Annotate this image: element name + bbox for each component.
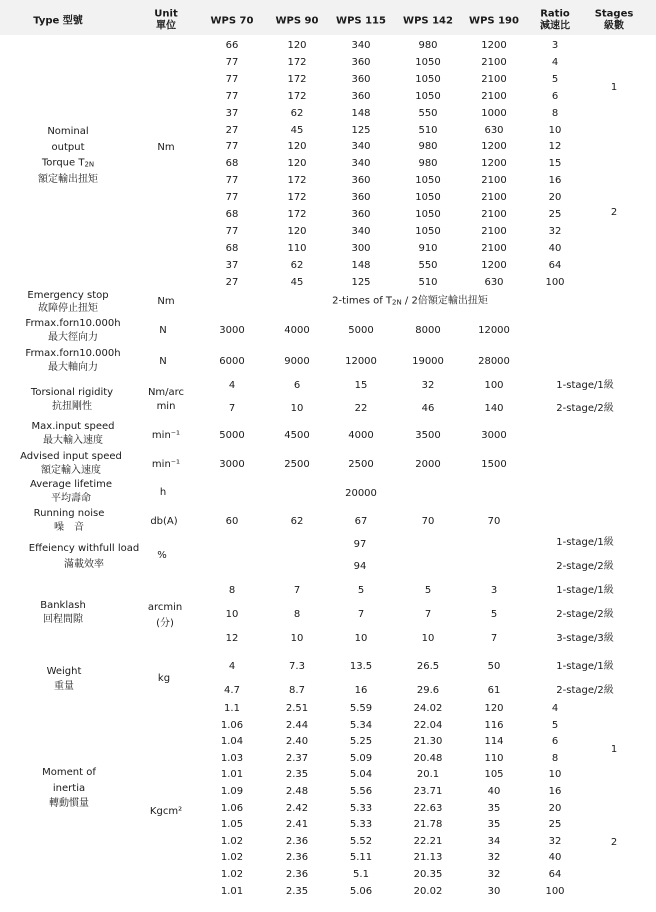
torque-cell: 27	[225, 276, 239, 288]
backlash-cell: 8	[293, 609, 301, 620]
noise-cell: 67	[354, 516, 368, 527]
header-stages-zh: 級數	[604, 20, 624, 32]
weight-label-zh: 重量	[54, 681, 74, 692]
inertia-cell: 23.71	[413, 786, 443, 797]
torque-cell: 125	[351, 124, 371, 136]
inertia-cell: 2.35	[285, 769, 309, 781]
inertia-cell: 35	[487, 802, 501, 814]
inertia-cell: 10	[548, 769, 562, 781]
weight-cell: 13.5	[349, 661, 373, 672]
inertia-cell: 5	[551, 719, 559, 731]
torque-cell: 77	[225, 141, 239, 153]
inertia-cell: 2.48	[285, 786, 309, 797]
backlash-cell: 10	[354, 633, 368, 644]
inertia-cell: 5.11	[349, 852, 373, 864]
backlash-unit-line2: (分)	[156, 618, 174, 629]
backlash-stage: 1-stage/1級	[556, 585, 614, 596]
efficiency-value-2: 94	[353, 561, 367, 572]
backlash-stage: 2-stage/2級	[556, 609, 614, 620]
inertia-cell: 22.63	[413, 802, 443, 814]
noise-cell: 70	[487, 516, 501, 527]
rigidity-cell: 10	[290, 403, 304, 414]
header-ratio-en: Ratio	[540, 8, 570, 20]
torque-cell: 32	[548, 225, 562, 237]
adv-speed-unit: min⁻¹	[151, 459, 181, 470]
inertia-cell: 5.56	[349, 786, 373, 797]
header-model-wps115: WPS 115	[336, 15, 386, 27]
inertia-cell: 30	[487, 885, 501, 897]
backlash-unit-line1: arcmin	[147, 602, 183, 613]
torque-cell: 360	[351, 209, 371, 220]
inertia-cell: 1.01	[220, 769, 244, 781]
inertia-label-line2: inertia	[52, 783, 86, 794]
inertia-cell: 5.34	[349, 719, 373, 731]
adv-speed-label-en: Advised input speed	[20, 451, 122, 462]
inertia-cell: 2.36	[285, 852, 309, 864]
noise-label-en: Running noise	[33, 508, 105, 519]
torque-cell: 340	[351, 40, 371, 51]
inertia-cell: 32	[487, 869, 501, 880]
torque-cell: 1050	[415, 192, 441, 204]
inertia-label-zh: 轉動慣量	[49, 798, 89, 809]
torque-cell: 340	[351, 225, 371, 237]
noise-label-zh: 噪 音	[54, 522, 84, 533]
inertia-cell: 6	[551, 736, 559, 748]
noise-unit: db(A)	[150, 516, 178, 527]
torque-cell: 1050	[415, 209, 441, 220]
inertia-cell: 5.25	[349, 736, 373, 748]
emergency-value: 2-times of $T_{2N} / 2$倍額定輸出扭矩	[332, 295, 488, 307]
inertia-cell: 1.02	[220, 869, 244, 880]
torque-cell: 120	[287, 158, 307, 170]
rigidity-cell: 4	[228, 380, 236, 391]
torque-cell: 148	[351, 107, 371, 119]
backlash-cell: 7	[293, 585, 301, 596]
torque-cell: 8	[551, 107, 559, 119]
header-model-wps142: WPS 142	[403, 15, 453, 27]
max-speed-cell: 4500	[284, 430, 310, 441]
torque-cell: 172	[287, 175, 307, 187]
torque-cell: 1050	[415, 56, 441, 68]
rigidity-cell: 22	[354, 403, 368, 414]
torque-cell: 20	[548, 192, 562, 204]
frmax-axial-cell: 19000	[412, 356, 444, 367]
backlash-label-zh: 回程間隙	[43, 614, 83, 625]
torque-cell: 340	[351, 141, 371, 153]
inertia-cell: 21.13	[413, 852, 443, 864]
adv-speed-label-zh: 額定輸入速度	[41, 465, 101, 476]
efficiency-label-zh: 滿載效率	[64, 559, 104, 570]
torque-cell: 1200	[481, 141, 507, 153]
inertia-cell: 20.48	[413, 752, 443, 764]
inertia-cell: 1.02	[220, 835, 244, 847]
inertia-cell: 20.1	[416, 769, 440, 781]
efficiency-value-1: 97	[353, 539, 367, 550]
torque-cell: 77	[225, 90, 239, 102]
frmax-radial-label-en: Frmax.forn10.000h	[25, 318, 121, 329]
torque-cell: 37	[225, 107, 239, 119]
inertia-cell: 24.02	[413, 703, 443, 714]
weight-cell: 4.7	[224, 685, 240, 696]
frmax-radial-unit: N	[159, 325, 167, 336]
backlash-cell: 10	[225, 609, 239, 620]
inertia-cell: 5.06	[349, 885, 373, 897]
torque-cell: 910	[418, 242, 438, 254]
torque-cell: 172	[287, 73, 307, 85]
inertia-cell: 5.04	[349, 769, 373, 781]
inertia-cell: 16	[548, 786, 562, 797]
torque-cell: 2100	[481, 225, 507, 237]
emergency-unit: Nm	[157, 296, 175, 307]
adv-speed-cell: 1500	[481, 459, 507, 470]
inertia-cell: 2.36	[285, 869, 309, 880]
max-speed-unit: min⁻¹	[151, 430, 181, 441]
torque-cell: 77	[225, 56, 239, 68]
torque-cell: 1000	[481, 107, 507, 119]
torque-cell: 630	[484, 276, 504, 288]
torque-cell: 2100	[481, 242, 507, 254]
rigidity-stage: 1-stage/1級	[556, 380, 614, 391]
inertia-cell: 25	[548, 819, 562, 831]
torque-cell: 10	[548, 124, 562, 136]
torque-label-zh: 額定輸出扭矩	[38, 174, 98, 185]
inertia-stage-2: 2	[610, 837, 618, 848]
efficiency-unit: %	[157, 550, 167, 561]
inertia-cell: 2.37	[285, 752, 309, 764]
header-ratio-zh: 減速比	[540, 20, 570, 32]
torque-cell: 25	[548, 209, 562, 220]
torque-cell: 2100	[481, 73, 507, 85]
torque-cell: 37	[225, 259, 239, 271]
frmax-axial-label-en: Frmax.forn10.000h	[25, 348, 121, 359]
inertia-stage-1: 1	[610, 744, 618, 755]
torque-cell: 5	[551, 73, 559, 85]
backlash-label-en: Banklash	[40, 600, 86, 611]
backlash-cell: 10	[421, 633, 435, 644]
efficiency-stage-1: 1-stage/1級	[556, 537, 614, 548]
backlash-cell: 3	[490, 585, 498, 596]
inertia-cell: 5.1	[353, 869, 369, 880]
torque-cell: 12	[548, 141, 562, 153]
inertia-cell: 105	[484, 769, 504, 781]
rigidity-cell: 7	[228, 403, 236, 414]
frmax-axial-cell: 9000	[284, 356, 310, 367]
torque-stage-1: 1	[610, 82, 618, 93]
lifetime-label-zh: 平均壽命	[51, 493, 91, 504]
rigidity-label-zh: 抗扭剛性	[52, 401, 92, 412]
noise-cell: 70	[421, 516, 435, 527]
torque-cell: 980	[418, 141, 438, 153]
backlash-cell: 7	[490, 633, 498, 644]
torque-cell: 2100	[481, 209, 507, 220]
frmax-axial-cell: 6000	[219, 356, 245, 367]
weight-cell: 8.7	[289, 685, 305, 696]
rigidity-cell: 32	[421, 380, 435, 391]
inertia-cell: 21.30	[413, 736, 443, 748]
torque-cell: 15	[548, 158, 562, 170]
backlash-cell: 5	[424, 585, 432, 596]
header-model-wps90: WPS 90	[275, 15, 319, 27]
torque-cell: 148	[351, 259, 371, 271]
inertia-cell: 2.51	[285, 703, 309, 714]
inertia-cell: 32	[487, 852, 501, 864]
torque-cell: 100	[545, 276, 565, 288]
inertia-cell: 40	[487, 786, 501, 797]
noise-cell: 60	[225, 516, 239, 527]
torque-cell: 340	[351, 158, 371, 170]
inertia-cell: 2.40	[285, 736, 309, 748]
backlash-cell: 5	[490, 609, 498, 620]
inertia-cell: 8	[551, 752, 559, 764]
rigidity-cell: 100	[484, 380, 504, 391]
torque-cell: 62	[290, 259, 304, 271]
torque-cell: 77	[225, 225, 239, 237]
max-speed-cell: 4000	[348, 430, 374, 441]
torque-cell: 77	[225, 73, 239, 85]
inertia-cell: 2.35	[285, 885, 309, 897]
inertia-cell: 21.78	[413, 819, 443, 831]
max-speed-label-en: Max.input speed	[31, 421, 115, 432]
torque-label-line1: Nominal	[47, 126, 89, 137]
torque-cell: 360	[351, 175, 371, 187]
inertia-cell: 64	[548, 869, 562, 880]
torque-cell: 1050	[415, 73, 441, 85]
frmax-radial-cell: 5000	[348, 325, 374, 336]
emergency-label-zh: 故障停止扭矩	[38, 303, 98, 314]
torque-cell: 360	[351, 73, 371, 85]
torque-cell: 360	[351, 56, 371, 68]
rigidity-unit-line1: Nm/arc	[147, 387, 185, 398]
inertia-label-line1: Moment of	[42, 767, 96, 778]
weight-stage: 1-stage/1級	[556, 661, 614, 672]
frmax-axial-label-zh: 最大軸向力	[48, 362, 98, 373]
torque-cell: 300	[351, 242, 371, 254]
frmax-axial-unit: N	[159, 356, 167, 367]
header-model-wps190: WPS 190	[469, 15, 519, 27]
frmax-axial-cell: 12000	[345, 356, 377, 367]
inertia-cell: 5.59	[349, 703, 373, 714]
torque-cell: 3	[551, 40, 559, 51]
torque-cell: 172	[287, 209, 307, 220]
inertia-cell: 1.01	[220, 885, 244, 897]
inertia-cell: 2.36	[285, 835, 309, 847]
weight-stage: 2-stage/2級	[556, 685, 614, 696]
header-model-wps70: WPS 70	[210, 15, 254, 27]
torque-cell: 77	[225, 175, 239, 187]
inertia-cell: 20.35	[413, 869, 443, 880]
weight-label-en: Weight	[46, 666, 82, 677]
frmax-radial-cell: 12000	[478, 325, 510, 336]
frmax-radial-label-zh: 最大徑向力	[48, 332, 98, 343]
torque-cell: 27	[225, 124, 239, 136]
max-speed-cell: 3500	[415, 430, 441, 441]
inertia-cell: 1.02	[220, 852, 244, 864]
inertia-unit: Kgcm²	[149, 806, 183, 817]
inertia-cell: 5.33	[349, 819, 373, 831]
backlash-cell: 7	[357, 609, 365, 620]
torque-cell: 120	[287, 225, 307, 237]
rigidity-unit-line2: min	[156, 401, 176, 412]
inertia-cell: 2.42	[285, 802, 309, 814]
torque-cell: 6	[551, 90, 559, 102]
inertia-cell: 2.41	[285, 819, 309, 831]
torque-cell: 2100	[481, 192, 507, 204]
frmax-axial-cell: 28000	[478, 356, 510, 367]
inertia-cell: 1.09	[220, 786, 244, 797]
torque-unit: Nm	[157, 142, 175, 153]
inertia-cell: 4	[551, 703, 559, 714]
max-speed-label-zh: 最大輸入速度	[43, 435, 103, 446]
max-speed-cell: 3000	[481, 430, 507, 441]
header-type: Type 型號	[33, 15, 83, 27]
torque-cell: 125	[351, 276, 371, 288]
inertia-cell: 1.05	[220, 819, 244, 831]
adv-speed-cell: 2500	[348, 459, 374, 470]
torque-cell: 630	[484, 124, 504, 136]
torque-cell: 1200	[481, 259, 507, 271]
backlash-cell: 8	[228, 585, 236, 596]
torque-cell: 550	[418, 107, 438, 119]
torque-cell: 2100	[481, 56, 507, 68]
inertia-cell: 110	[484, 752, 504, 764]
torque-stage-2: 2	[610, 207, 618, 218]
frmax-radial-cell: 3000	[219, 325, 245, 336]
inertia-cell: 34	[487, 835, 501, 847]
torque-cell: 980	[418, 158, 438, 170]
torque-cell: 40	[548, 242, 562, 254]
torque-cell: 1050	[415, 90, 441, 102]
lifetime-value: 20000	[345, 488, 377, 499]
rigidity-label-en: Torsional rigidity	[30, 387, 114, 398]
torque-cell: 360	[351, 192, 371, 204]
torque-cell: 172	[287, 90, 307, 102]
inertia-cell: 35	[487, 819, 501, 831]
torque-cell: 120	[287, 141, 307, 153]
adv-speed-cell: 2500	[284, 459, 310, 470]
backlash-cell: 5	[357, 585, 365, 596]
backlash-cell: 12	[225, 633, 239, 644]
torque-cell: 68	[225, 242, 239, 254]
torque-cell: 1050	[415, 225, 441, 237]
rigidity-cell: 15	[354, 380, 368, 391]
inertia-cell: 5.33	[349, 802, 373, 814]
max-speed-cell: 5000	[219, 430, 245, 441]
torque-cell: 45	[290, 124, 304, 136]
torque-cell: 2100	[481, 90, 507, 102]
weight-unit: kg	[157, 673, 171, 684]
weight-cell: 50	[487, 661, 501, 672]
weight-cell: 29.6	[416, 685, 440, 696]
efficiency-stage-2: 2-stage/2級	[556, 561, 614, 572]
header-stages-en: Stages	[594, 8, 634, 20]
torque-cell: 66	[225, 40, 239, 51]
inertia-cell: 116	[484, 719, 504, 731]
inertia-cell: 114	[484, 736, 504, 748]
torque-cell: 68	[225, 158, 239, 170]
torque-cell: 172	[287, 56, 307, 68]
weight-cell: 61	[487, 685, 501, 696]
torque-cell: 16	[548, 175, 562, 187]
torque-cell: 2100	[481, 175, 507, 187]
inertia-cell: 120	[484, 703, 504, 714]
torque-cell: 980	[418, 40, 438, 51]
inertia-cell: 22.21	[413, 835, 443, 847]
inertia-cell: 5.52	[349, 835, 373, 847]
torque-cell: 1050	[415, 175, 441, 187]
weight-cell: 26.5	[416, 661, 440, 672]
torque-cell: 1200	[481, 40, 507, 51]
torque-label-line2: output	[51, 142, 85, 153]
torque-cell: 510	[418, 124, 438, 136]
torque-cell: 110	[287, 242, 307, 254]
frmax-radial-cell: 4000	[284, 325, 310, 336]
weight-cell: 4	[228, 661, 236, 672]
backlash-cell: 7	[424, 609, 432, 620]
torque-cell: 4	[551, 56, 559, 68]
header-unit-en: Unit	[154, 8, 178, 20]
inertia-cell: 1.1	[224, 703, 240, 714]
inertia-cell: 2.44	[285, 719, 309, 731]
torque-cell: 510	[418, 276, 438, 288]
inertia-cell: 20.02	[413, 885, 443, 897]
backlash-cell: 10	[290, 633, 304, 644]
lifetime-unit: h	[159, 487, 167, 498]
torque-cell: 64	[548, 259, 562, 271]
inertia-cell: 1.03	[220, 752, 244, 764]
torque-cell: 360	[351, 90, 371, 102]
backlash-stage: 3-stage/3級	[556, 633, 614, 644]
torque-cell: 172	[287, 192, 307, 204]
weight-cell: 16	[354, 685, 368, 696]
inertia-cell: 32	[548, 835, 562, 847]
emergency-label-en: Emergency stop	[27, 290, 109, 301]
torque-cell: 550	[418, 259, 438, 271]
rigidity-cell: 46	[421, 403, 435, 414]
adv-speed-cell: 2000	[415, 459, 441, 470]
inertia-cell: 22.04	[413, 719, 443, 731]
torque-cell: 120	[287, 40, 307, 51]
rigidity-cell: 140	[484, 403, 504, 414]
torque-cell: 45	[290, 276, 304, 288]
inertia-cell: 1.06	[220, 802, 244, 814]
frmax-radial-cell: 8000	[415, 325, 441, 336]
rigidity-cell: 6	[293, 380, 301, 391]
inertia-cell: 20	[548, 802, 562, 814]
torque-label-line3: Torque $T_{2N}$	[41, 157, 95, 169]
header-unit-zh: 單位	[156, 20, 176, 32]
inertia-cell: 1.06	[220, 719, 244, 731]
rigidity-stage: 2-stage/2級	[556, 403, 614, 414]
inertia-cell: 5.09	[349, 752, 373, 764]
torque-cell: 1200	[481, 158, 507, 170]
inertia-cell: 100	[545, 885, 565, 897]
weight-cell: 7.3	[289, 661, 305, 672]
torque-cell: 62	[290, 107, 304, 119]
adv-speed-cell: 3000	[219, 459, 245, 470]
inertia-cell: 40	[548, 852, 562, 864]
inertia-cell: 1.04	[220, 736, 244, 748]
efficiency-label-en: Effeiency withfull load	[28, 543, 140, 554]
torque-cell: 68	[225, 209, 239, 220]
torque-cell: 77	[225, 192, 239, 204]
lifetime-label-en: Average lifetime	[29, 479, 113, 490]
noise-cell: 62	[290, 516, 304, 527]
